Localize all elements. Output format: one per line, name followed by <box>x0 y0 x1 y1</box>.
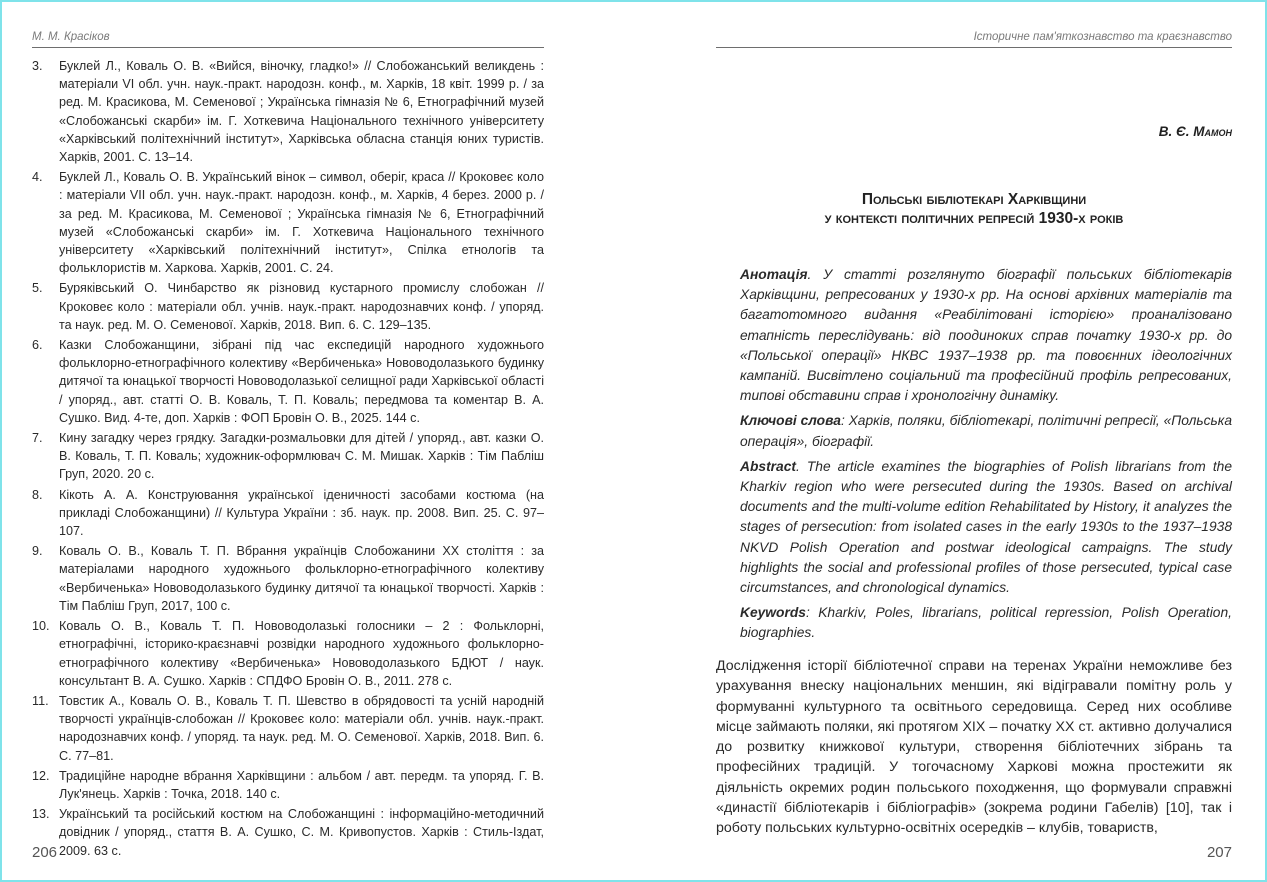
reference-number: 13. <box>32 807 50 822</box>
left-running-head: М. М. Красіков <box>32 31 544 48</box>
reference-number: 6. <box>32 338 43 353</box>
reference-item <box>32 336 544 427</box>
reference-item <box>32 279 544 334</box>
article-body <box>716 656 1232 839</box>
reference-text: Коваль О. В., Коваль Т. П. Нововодолазькі голосники – 2 : Фольклорні, етнографічні, історико-краєзнавчі розвідки народного художнього фольклорно-етнографічного колективу «Вербиченька» Нововодолазького БДЮТ / наук. консультант В. А. Сушко. Харків : СПДФО Бровін О. В., 2011. 278 с. <box>59 619 544 688</box>
reference-text: Кікоть А. А. Конструювання української іденичності засобами костюма (на прикладі Слобожанщини) // Культура України : зб. наук. пр. 2008. Вип. 25. С. 97–107. <box>59 487 544 539</box>
reference-text: Коваль О. В., Коваль Т. П. Вбрання українців Слобожанини ХХ століття : за матеріалами народного художнього фольклорно-етнографічного колективу «Вербиченька» Нововодолазького будинку дитячої та юнацької творчості. Харків : Тім Пабліш Груп, 2017, 100 с. <box>59 544 544 613</box>
keywords-en-text: : Kharkiv, Poles, librarians, political repression, Polish Operation, biographies. <box>740 605 1232 641</box>
reference-item <box>32 617 544 690</box>
keywords-en-label: Keywords <box>740 605 806 621</box>
reference-text: Традиційне народне вбрання Харківщини : альбом / авт. передм. та упоряд. Г. В. Лук'янець. Харків : Точка, 2018. 140 с. <box>59 768 544 801</box>
keywords-en <box>740 603 1232 643</box>
reference-number: 10. <box>32 619 50 634</box>
reference-number: 5. <box>32 281 43 296</box>
article-author: В. Є. Мамон <box>1158 124 1232 139</box>
reference-item <box>32 429 544 484</box>
keywords-ua <box>740 411 1232 451</box>
keywords-ua-text: : Харків, поляки, бібліотекарі, політичні репресії, «Польська операція», біографії. <box>740 413 1232 449</box>
reference-number: 11. <box>32 693 49 708</box>
left-page <box>32 0 544 882</box>
article-title <box>716 190 1232 228</box>
reference-item <box>32 168 544 277</box>
annotation-label: Анотація <box>740 267 808 282</box>
reference-text: Український та російський костюм на Слобожанщині : інформаційно-методичний довідник / упоряд., стаття В. А. Сушко, С. М. Кривопустов. Харків : Стиль-Іздат, 2009. 63 с. <box>59 807 544 858</box>
page-number-right: 207 <box>1206 844 1232 861</box>
right-page <box>716 0 1232 882</box>
article-title-line-2: у контексті політичних репресій 1930-х років <box>824 210 1124 227</box>
reference-item <box>32 57 544 166</box>
keywords-ua-label: Ключові слова <box>740 413 841 429</box>
reference-text: Кину загадку через грядку. Загадки-розмальовки для дітей / упоряд., авт. казки О. В. Коваль, Т. П. Коваль; художник-оформлювач С. М. Мишак. Харків : Тім Пабліш Груп, 2020. 20 с. <box>59 431 544 482</box>
annotation-ua <box>740 265 1232 406</box>
reference-number: 7. <box>32 431 43 446</box>
right-running-head: Історичне пам'яткознавство та краєзнавство <box>716 31 1232 48</box>
reference-item <box>32 486 544 541</box>
reference-text: Буклей Л., Коваль О. В. Український вінок – символ, оберіг, краса // Кроковеє коло : матеріали VII обл. учн. наук.-практ. народозн. конф., м. Харків, 4 берез. 2000 р. / за ред. М. Красикова, М. Семенової ; Українська гімназія № 6, Етнографічний музей «Слобожанські скарби» ім. Г. Хоткевича Національного технічного університету «Харківський політехнічний інститут», Спілка етнологів та фольклористів м. Харкова. Харків, 2001. С. 24. <box>59 170 544 276</box>
reference-text: Буряківський О. Чинбарство як різновид кустарного промислу слобожан // Кроковеє коло : матеріали обл. учнів. наук.-практ. народознавчих конф. / упоряд. та наук. ред. М. О. Семенової. Харків, 2018. Вип. 6. С. 129–135. <box>59 281 544 332</box>
reference-text: Казки Слобожанщини, зібрані під час експедицій народного художнього фольклорно-етнографічного колективу «Вербиченька» Нововодолазького будинку дитячої та юнацької творчості Нововодолазької селищної ради Харківської області / упоряд., авт. статті О. В. Коваль, Т. П. Коваль; передмова та коментар В. А. Сушко. Вид. 4-те, доп. Харків : ФОП Бровін О. В., 2025. 144 с. <box>59 338 544 425</box>
reference-item <box>32 692 544 765</box>
reference-number: 12. <box>32 768 50 783</box>
article-title-line-1: Польські бібліотекарі Харківщини <box>861 191 1087 208</box>
body-paragraph: Дослідження історії бібліотечної справи на теренах України неможливе без урахування внеску національних меншин, які відігравали помітну роль у формуванні культурного та освітнього середовища. Серед них особливе місце займають поляки, які протягом ХІХ – початку ХХ ст. активно долучалися до розвитку книжкової культури, створення бібліотечних зібрань та професійних традицій. У тогочасному Харкові можна простежити як діяльність окремих родин польського походження, що формували справжні «династії бібліотекарів і бібліографів» (зокрема родини Габелів) [10], так і роботу польських культурно-освітніх осередків – клубів, товариств, <box>716 658 1232 837</box>
reference-list <box>32 57 544 862</box>
abstract-en <box>740 457 1232 598</box>
reference-number: 8. <box>32 487 43 502</box>
reference-number: 9. <box>32 544 43 559</box>
reference-text: Буклей Л., Коваль О. В. «Вийся, віночку, гладко!» // Слобожанський великдень : матеріали VI обл. учн. наук.-практ. народозн. конф., м. Харків, 18 квіт. 1999 р. / за ред. М. Красикова, М. Семенової ; Українська гімназія № 6, Етнографічний музей «Слобожанські скарби» ім. Г. Хоткевича Національного технічного університету «Харківський політехнічний інститут», Харківська обласна станція юних туристів. Харків, 2001. С. 13–14. <box>59 59 544 165</box>
annotation-text: . У статті розглянуто біографії польських бібліотекарів Харківщини, репресованих у 1930-х рр. На основі архівних матеріалів та багатотомного видання «Реабілітовані історією» проаналізовано етапність переслідувань: від поодиноких справ початку 1930-х рр. до «Польської операції» НКВС 1937–1938 рр. та повоєнних ідеологічних кампаній. Висвітлено соціальний та професійний профіль репресованих, типові обставини справ і хронологічну динаміку. <box>740 267 1232 404</box>
reference-number: 4. <box>32 170 43 185</box>
abstract-label: Abstract <box>740 458 796 474</box>
reference-number: 3. <box>32 59 43 73</box>
reference-item <box>32 767 544 803</box>
abstract-text: . The article examines the biographies of Polish librarians from the Kharkiv region who were persecuted during the 1930s. Based on archival documents and the multi-volume edition Rehabilitated by History, it analyzes the stages of persecution: from isolated cases in the early 1930s to the 1937–1938 NKVD Polish Operation and postwar ideological campaigns. The study highlights the social and professional profiles of those persecuted, typical case circumstances, and chronological dynamics. <box>740 458 1232 596</box>
reference-item <box>32 542 544 615</box>
reference-text: Товстик А., Коваль О. В., Коваль Т. П. Шевство в обрядовості та усній народній творчості українців-слобожан // Кроковеє коло: матеріали обл. учнів. наук.-практ. народознавчих конф. / упоряд. та наук. ред. М. О. Семенової. Харків, 2018. Вип. 6. С. 77–81. <box>59 693 544 763</box>
abstract-block <box>740 265 1232 649</box>
page-number-left: 206 <box>32 844 58 861</box>
reference-item <box>32 805 544 860</box>
